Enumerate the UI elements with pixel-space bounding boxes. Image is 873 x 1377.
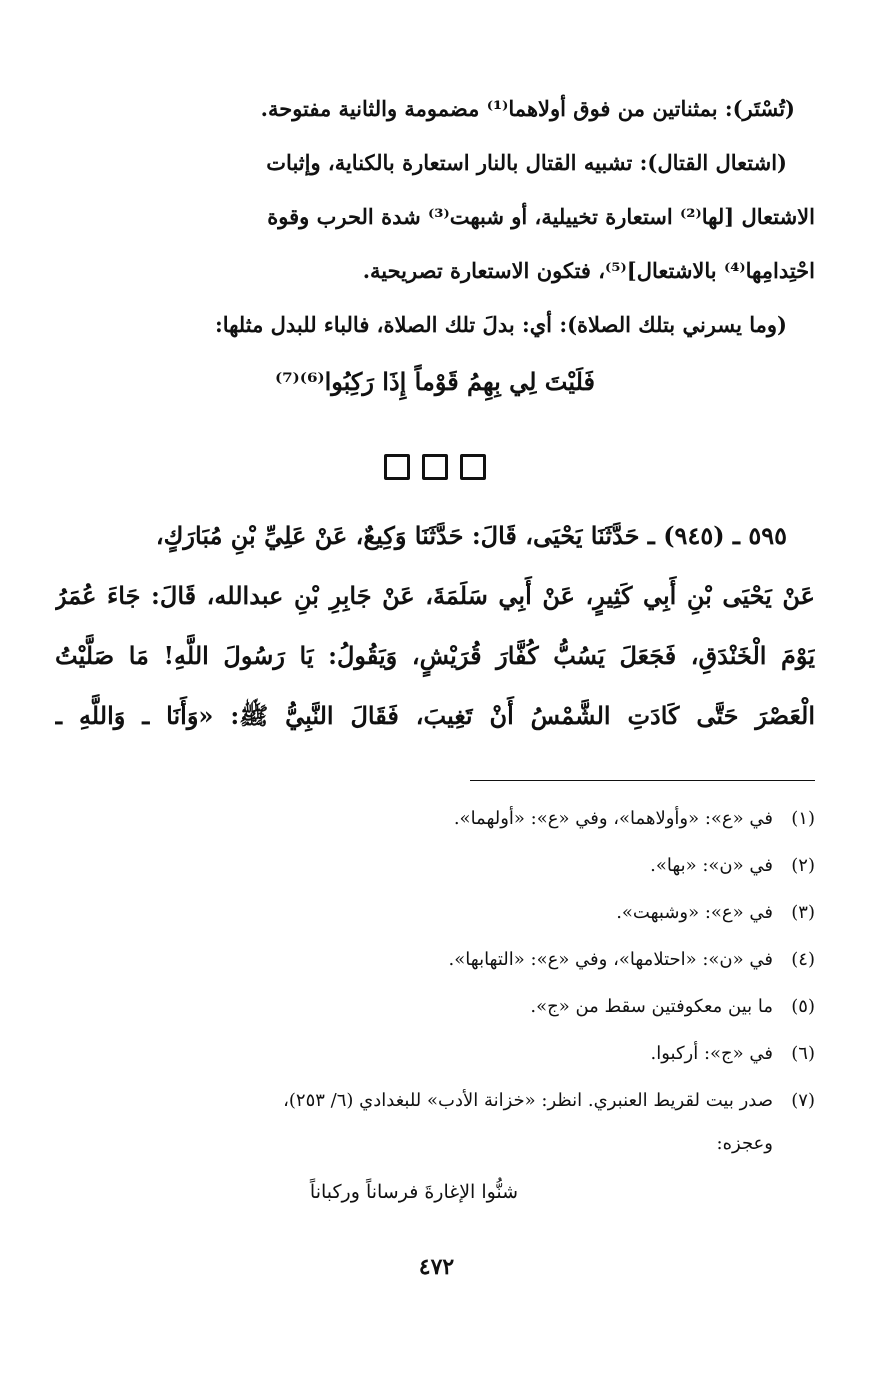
footnote-divider bbox=[470, 780, 815, 781]
footnote-number: (٣) bbox=[791, 902, 815, 923]
footnote-text: في «ع»: «وشبهت». bbox=[616, 902, 773, 923]
footnote-number: (٦) bbox=[791, 1043, 815, 1064]
footnote-text: في «ن»: «بها». bbox=[650, 855, 773, 876]
footnote bbox=[55, 983, 815, 1030]
footnote-text: ما بين معكوفتين سقط من «ج». bbox=[530, 996, 773, 1017]
footnote-number: (٢) bbox=[791, 855, 815, 876]
commentary-line: الاشتعال [لها⁽²⁾ استعارة تخييلية، أو شبهت⁽³⁾ شدة الحرب وقوة bbox=[267, 204, 815, 229]
footnote-text: في «ج»: أركبوا. bbox=[650, 1043, 773, 1064]
commentary bbox=[55, 82, 815, 352]
separator-square-icon bbox=[422, 454, 448, 480]
hadith-line: ٥٩٥ ـ (٩٤٥) ـ حَدَّثَنَا يَحْيَى، قَالَ: حَدَّثَنَا وَكِيعٌ، عَنْ عَلِيِّ بْنِ مُبَارَكٍ، bbox=[155, 521, 787, 550]
footnote bbox=[55, 936, 815, 983]
page-body bbox=[55, 82, 815, 1220]
footnote-number: (٤) bbox=[791, 949, 815, 970]
footnote-hemistich: شنُّوا الإغارةَ فرساناً وركباناً bbox=[309, 1181, 519, 1203]
footnote-number: (٧) bbox=[791, 1090, 815, 1111]
commentary-line: (اشتعال القتال): تشبيه القتال بالنار استعارة بالكناية، وإثبات bbox=[266, 150, 787, 175]
footnote-text: في «ن»: «احتلامها»، وفي «ع»: «التهابها». bbox=[448, 949, 773, 970]
commentary-line: احْتِدامِها⁽⁴⁾ بالاشتعال]⁽⁵⁾، فتكون الاستعارة تصريحية. bbox=[362, 258, 815, 283]
footnote bbox=[55, 1030, 815, 1077]
footnote-text: في «ع»: «وأولاهما»، وفي «ع»: «أولهما». bbox=[453, 808, 773, 829]
footnote bbox=[55, 1077, 815, 1124]
footnote bbox=[55, 795, 815, 842]
footnote-number: (٥) bbox=[791, 996, 815, 1017]
commentary-line: (تُسْتَر): بمثناتين من فوق أولاهما⁽¹⁾ مضمومة والثانية مفتوحة. bbox=[260, 96, 795, 121]
hadith-line: الْعَصْرَ حَتَّى كَادَتِ الشَّمْسُ أَنْ تَغِيبَ، فَقَالَ النَّبِيُّ ﷺ: «وَأَنَا ـ وَاللَّهِ ـ bbox=[55, 701, 815, 730]
footnote bbox=[55, 842, 815, 889]
poetry-verse: فَلَيْتَ لِي بِهِمُ قَوْماً إِذَا رَكِبُوا⁽⁶⁾⁽⁷⁾ bbox=[274, 367, 596, 396]
page-number: ٤٧٢ bbox=[418, 1254, 455, 1280]
commentary-line: (وما يسرني بتلك الصلاة): أي: بدلَ تلك الصلاة، فالباء للبدل مثلها: bbox=[214, 312, 787, 337]
footnote-continuation: وعجزه: bbox=[716, 1133, 773, 1154]
hadith-text bbox=[55, 506, 815, 746]
separator-square-icon bbox=[384, 454, 410, 480]
hadith-line: يَوْمَ الْخَنْدَقِ، فَجَعَلَ يَسُبُّ كُفَّارَ قُرَيْشٍ، وَيَقُولُ: يَا رَسُولَ اللَّهِ! مَا صَلَّيْتُ bbox=[55, 641, 815, 670]
footnotes bbox=[55, 795, 815, 1220]
separator-square-icon bbox=[460, 454, 486, 480]
hadith-line: عَنْ يَحْيَى بْنِ أَبِي كَثِيرٍ، عَنْ أَبِي سَلَمَةَ، عَنْ جَابِرِ بْنِ عبدالله، قَالَ: جَاءَ عُمَرُ bbox=[55, 581, 815, 610]
section-separator bbox=[55, 454, 815, 480]
footnote bbox=[55, 889, 815, 936]
footnote-text: صدر بيت لقريط العنبري. انظر: «خزانة الأدب» للبغدادي (٦/ ٢٥٣)، bbox=[283, 1090, 773, 1111]
footnote-number: (١) bbox=[791, 808, 815, 829]
